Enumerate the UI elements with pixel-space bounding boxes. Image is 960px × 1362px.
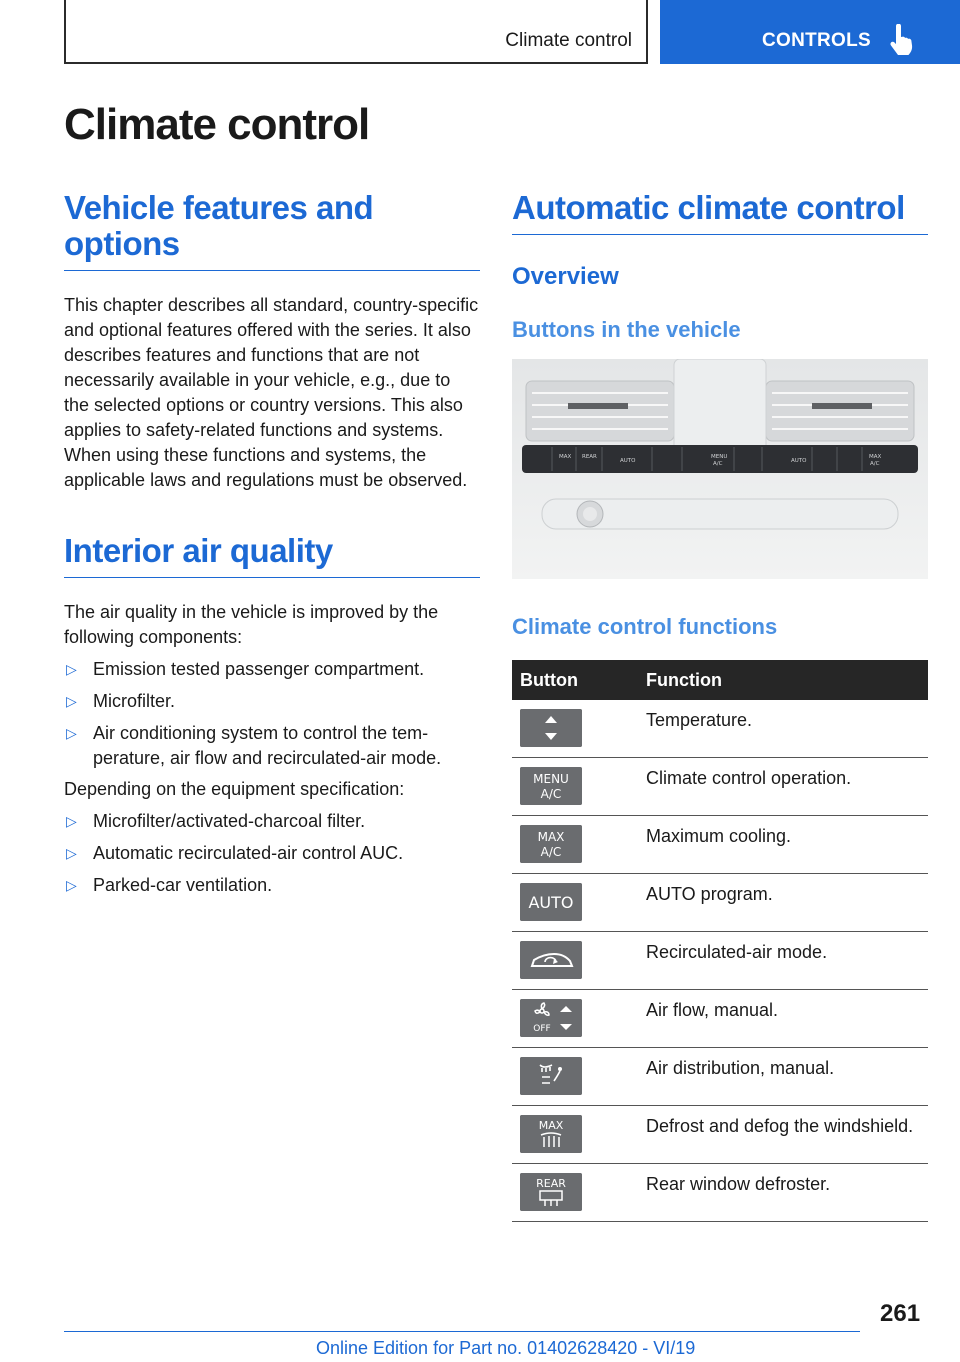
- function-label: Maximum cooling.: [636, 816, 928, 874]
- air-quality-intro: The air quality in the vehicle is improved by the following components:: [64, 602, 439, 647]
- column-header-button: Button: [512, 660, 636, 700]
- bullet-triangle-icon: ▷: [66, 661, 77, 677]
- bullet-triangle-icon: ▷: [66, 725, 77, 741]
- svg-text:A/C: A/C: [870, 461, 880, 467]
- list-item: ▷ Parked-car ventilation.: [64, 873, 480, 898]
- table-row: [512, 990, 928, 1048]
- recirculated-air-icon: [520, 941, 582, 979]
- table-row: [512, 700, 928, 758]
- table-row: [512, 816, 928, 874]
- features-heading: Vehicle features and options: [64, 190, 480, 271]
- table-row: [512, 874, 928, 932]
- svg-text:A/C: A/C: [713, 461, 723, 467]
- svg-text:MAX: MAX: [869, 454, 882, 460]
- page-number: 261: [880, 1300, 921, 1327]
- air-quality-list: [64, 657, 480, 771]
- function-label: Climate control operation.: [636, 758, 928, 816]
- page-title: Climate control: [64, 100, 370, 149]
- fan-off-icon: [520, 999, 582, 1037]
- header-section-box: [64, 0, 648, 64]
- climate-functions-table: [512, 660, 928, 1222]
- list-item: ▷ Automatic recirculated-air control AUC.: [64, 841, 480, 866]
- function-label: Rear window defroster.: [636, 1164, 928, 1222]
- function-label: Defrost and defog the windshield.: [636, 1106, 928, 1164]
- menu-ac-icon: [520, 767, 582, 805]
- bullet-triangle-icon: ▷: [66, 693, 77, 709]
- bullet-triangle-icon: ▷: [66, 845, 77, 861]
- equipment-list: [64, 809, 480, 898]
- dashboard-photo: [512, 359, 928, 579]
- max-ac-icon: [520, 825, 582, 863]
- function-label: Air flow, manual.: [636, 990, 928, 1048]
- function-label: Air distribution, manual.: [636, 1048, 928, 1106]
- table-row: [512, 932, 928, 990]
- header-controls-tab[interactable]: [660, 0, 960, 64]
- table-row: [512, 1164, 928, 1222]
- auto-icon: [520, 883, 582, 921]
- table-row: [512, 758, 928, 816]
- svg-text:MAX: MAX: [559, 454, 572, 460]
- svg-text:MENU: MENU: [711, 454, 728, 460]
- svg-text:A/C: A/C: [540, 845, 562, 859]
- svg-text:MENU: MENU: [533, 772, 569, 786]
- automatic-climate-heading: Automatic climate control: [512, 190, 928, 235]
- bullet-triangle-icon: ▷: [66, 813, 77, 829]
- rear-defrost-icon: [520, 1173, 582, 1211]
- temperature-arrows-icon: [520, 709, 582, 747]
- left-column: [64, 190, 480, 898]
- svg-text:A/C: A/C: [540, 787, 562, 801]
- footer-edition: Online Edition for Part no. 01402628420 - VI/19: [316, 1338, 696, 1358]
- buttons-heading: Buttons in the vehicle: [512, 317, 741, 342]
- list-item: ▷ Emission tested passenger compartment.: [64, 657, 480, 682]
- svg-text:MAX: MAX: [537, 830, 565, 844]
- functions-heading: Climate control functions: [512, 614, 778, 639]
- list-item: ▷ Microfilter/activated-charcoal filter.: [64, 809, 480, 834]
- list-item: ▷ Air conditioning system to control the temperature, air flow and recirculated-air mode.: [66, 723, 442, 768]
- svg-text:MAX: MAX: [538, 1119, 564, 1132]
- overview-heading: Overview: [512, 263, 619, 290]
- pointing-hand-icon: [888, 24, 914, 56]
- svg-text:AUTO: AUTO: [528, 893, 574, 912]
- function-label: Recirculated-air mode.: [636, 932, 928, 990]
- function-label: Temperature.: [636, 700, 928, 758]
- table-row: [512, 1048, 928, 1106]
- svg-text:AUTO: AUTO: [620, 458, 636, 464]
- function-label: AUTO program.: [636, 874, 928, 932]
- header-tab-label: CONTROLS: [762, 30, 872, 51]
- svg-text:AUTO: AUTO: [791, 458, 807, 464]
- features-body: This chapter describes all standard, country-specific and optional features offered with the series. It also describes features and functions that are not necessarily available in your vehicle, e.g., due to the selected options or country versions. This also applies to safety-related functions and systems. When using these functions and systems, the applicable laws and regulations must be observed.: [64, 295, 479, 490]
- svg-text:OFF: OFF: [533, 1024, 551, 1034]
- bullet-triangle-icon: ▷: [66, 877, 77, 893]
- right-column: [512, 190, 928, 1222]
- table-row: [512, 1106, 928, 1164]
- svg-text:REAR: REAR: [536, 1177, 566, 1190]
- list-item: ▷ Microfilter.: [64, 689, 480, 714]
- header-section-title: Climate control: [505, 30, 632, 51]
- max-defrost-icon: [520, 1115, 582, 1153]
- air-quality-heading: Interior air quality: [64, 533, 480, 578]
- air-distribution-icon: [520, 1057, 582, 1095]
- footer-divider: [64, 1331, 860, 1332]
- column-header-function: Function: [636, 660, 928, 700]
- equipment-intro: Depending on the equipment specification:: [64, 779, 405, 799]
- svg-text:REAR: REAR: [582, 454, 597, 460]
